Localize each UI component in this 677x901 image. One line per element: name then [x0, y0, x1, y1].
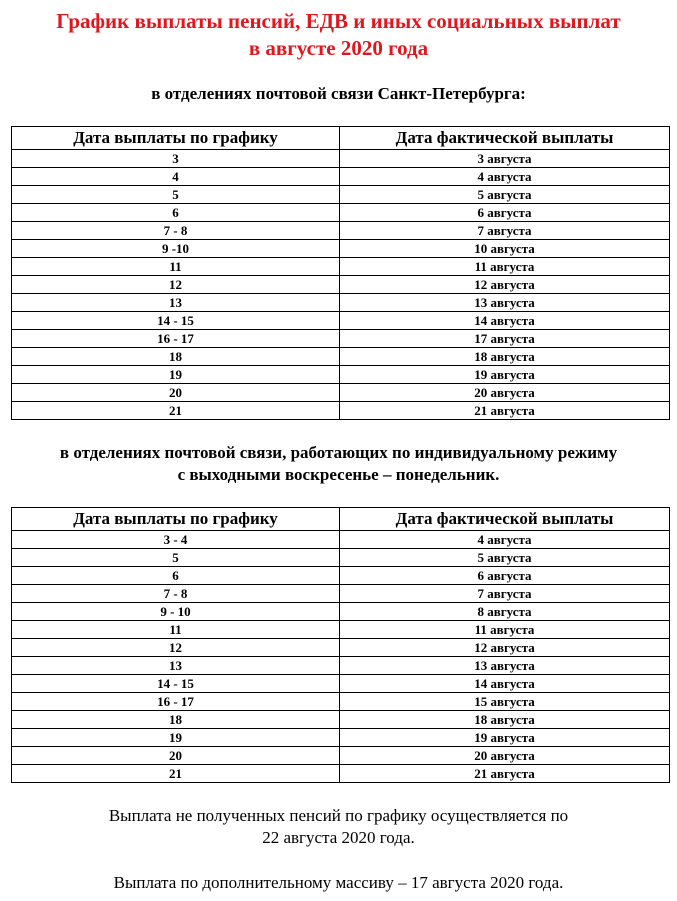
actual-date-cell: 5 августа: [340, 549, 670, 567]
actual-date-cell: 15 августа: [340, 693, 670, 711]
table-row: [12, 693, 670, 711]
scheduled-date-cell: 9 - 10: [12, 603, 340, 621]
table-row: [12, 675, 670, 693]
footer-note-unreceived-line1: Выплата не полученных пенсий по графику осуществляется по: [108, 806, 569, 825]
table-row: [12, 531, 670, 549]
actual-date-cell: 13 августа: [340, 657, 670, 675]
actual-date-cell: 6 августа: [340, 567, 670, 585]
column-header-scheduled-date: Дата выплаты по графику: [12, 127, 340, 150]
table-row: [12, 639, 670, 657]
actual-date-cell: 14 августа: [340, 312, 670, 330]
actual-date-cell: 18 августа: [340, 348, 670, 366]
section1-heading: в отделениях почтовой связи Санкт-Петербурга:: [151, 84, 526, 103]
table-row: [12, 711, 670, 729]
table-row: [12, 765, 670, 783]
scheduled-date-cell: 6: [12, 204, 340, 222]
scheduled-date-cell: 5: [12, 549, 340, 567]
column-header-actual-date: Дата фактической выплаты: [340, 508, 670, 531]
table-row: [12, 348, 670, 366]
actual-date-cell: 11 августа: [340, 258, 670, 276]
scheduled-date-cell: 13: [12, 294, 340, 312]
scheduled-date-cell: 19: [12, 729, 340, 747]
table-row: [12, 204, 670, 222]
scheduled-date-cell: 6: [12, 567, 340, 585]
table-row: [12, 747, 670, 765]
scheduled-date-cell: 11: [12, 621, 340, 639]
footer-note-unreceived-line2: 22 августа 2020 года.: [262, 828, 415, 847]
actual-date-cell: 11 августа: [340, 621, 670, 639]
table-row: [12, 549, 670, 567]
scheduled-date-cell: 12: [12, 276, 340, 294]
table-row: [12, 621, 670, 639]
table-row: [12, 150, 670, 168]
scheduled-date-cell: 19: [12, 366, 340, 384]
scheduled-date-cell: 7 - 8: [12, 222, 340, 240]
table-row: [12, 657, 670, 675]
scheduled-date-cell: 9 -10: [12, 240, 340, 258]
scheduled-date-cell: 13: [12, 657, 340, 675]
actual-date-cell: 4 августа: [340, 168, 670, 186]
actual-date-cell: 4 августа: [340, 531, 670, 549]
actual-date-cell: 8 августа: [340, 603, 670, 621]
scheduled-date-cell: 14 - 15: [12, 675, 340, 693]
scheduled-date-cell: 11: [12, 258, 340, 276]
scheduled-date-cell: 18: [12, 348, 340, 366]
footer-note-additional: Выплата по дополнительному массиву – 17 августа 2020 года.: [113, 873, 564, 892]
actual-date-cell: 3 августа: [340, 150, 670, 168]
table-row: [12, 312, 670, 330]
table-row: [12, 186, 670, 204]
actual-date-cell: 12 августа: [340, 639, 670, 657]
section2-heading-line1: в отделениях почтовой связи, работающих по индивидуальному режиму: [59, 443, 618, 462]
scheduled-date-cell: 4: [12, 168, 340, 186]
table-row: [12, 294, 670, 312]
table-row: [12, 168, 670, 186]
document-title-line1: График выплаты пенсий, ЕДВ и иных социальных выплат: [56, 9, 621, 33]
actual-date-cell: 14 августа: [340, 675, 670, 693]
column-header-scheduled-date: Дата выплаты по графику: [12, 508, 340, 531]
table-row: [12, 276, 670, 294]
column-header-actual-date: Дата фактической выплаты: [340, 127, 670, 150]
actual-date-cell: 21 августа: [340, 402, 670, 420]
actual-date-cell: 19 августа: [340, 366, 670, 384]
scheduled-date-cell: 18: [12, 711, 340, 729]
scheduled-date-cell: 7 - 8: [12, 585, 340, 603]
scheduled-date-cell: 3: [12, 150, 340, 168]
actual-date-cell: 5 августа: [340, 186, 670, 204]
document-title-line2: в августе 2020 года: [248, 36, 429, 60]
actual-date-cell: 12 августа: [340, 276, 670, 294]
actual-date-cell: 18 августа: [340, 711, 670, 729]
table-row: [12, 330, 670, 348]
actual-date-cell: 6 августа: [340, 204, 670, 222]
scheduled-date-cell: 21: [12, 765, 340, 783]
actual-date-cell: 7 августа: [340, 222, 670, 240]
scheduled-date-cell: 21: [12, 402, 340, 420]
actual-date-cell: 19 августа: [340, 729, 670, 747]
table-row: [12, 222, 670, 240]
scheduled-date-cell: 20: [12, 747, 340, 765]
scheduled-date-cell: 5: [12, 186, 340, 204]
scheduled-date-cell: 14 - 15: [12, 312, 340, 330]
table-row: [12, 258, 670, 276]
table-header-row: [12, 127, 670, 150]
actual-date-cell: 10 августа: [340, 240, 670, 258]
table-row: [12, 729, 670, 747]
scheduled-date-cell: 12: [12, 639, 340, 657]
actual-date-cell: 13 августа: [340, 294, 670, 312]
section2-heading-line2: с выходными воскресенье – понедельник.: [177, 465, 500, 484]
schedule-table-spb: [11, 126, 670, 420]
scheduled-date-cell: 16 - 17: [12, 693, 340, 711]
actual-date-cell: 20 августа: [340, 747, 670, 765]
scheduled-date-cell: 16 - 17: [12, 330, 340, 348]
table-row: [12, 402, 670, 420]
table-row: [12, 384, 670, 402]
table-row: [12, 240, 670, 258]
schedule-table-individual: [11, 507, 670, 783]
table-row: [12, 567, 670, 585]
actual-date-cell: 21 августа: [340, 765, 670, 783]
table-row: [12, 585, 670, 603]
actual-date-cell: 20 августа: [340, 384, 670, 402]
table-header-row: [12, 508, 670, 531]
table-row: [12, 603, 670, 621]
actual-date-cell: 7 августа: [340, 585, 670, 603]
table-row: [12, 366, 670, 384]
actual-date-cell: 17 августа: [340, 330, 670, 348]
scheduled-date-cell: 3 - 4: [12, 531, 340, 549]
scheduled-date-cell: 20: [12, 384, 340, 402]
